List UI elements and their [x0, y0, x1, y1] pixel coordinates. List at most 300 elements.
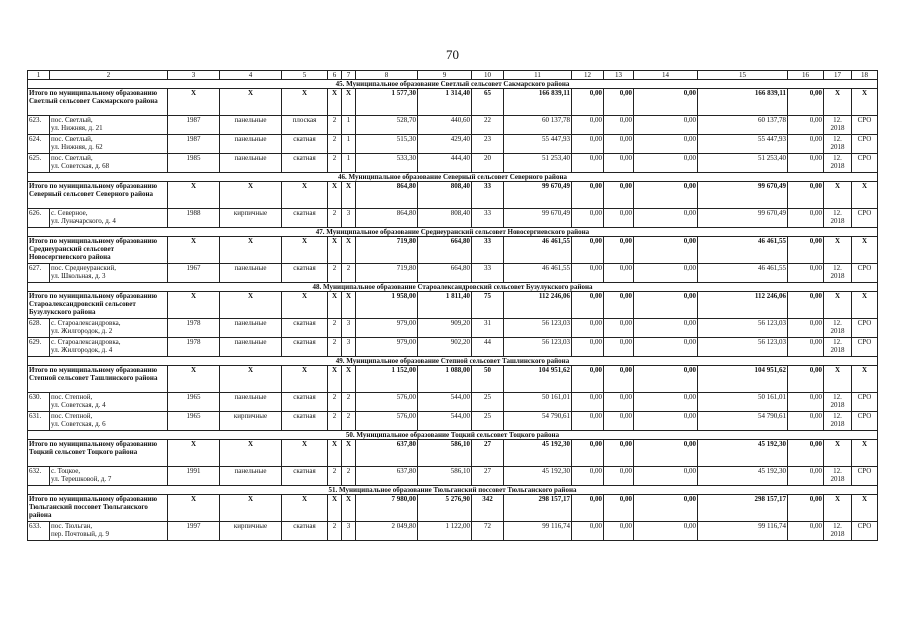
value-cell: 1 122,00: [418, 522, 472, 541]
address-locality: пос. Степной,: [51, 412, 93, 420]
value-cell: 72: [472, 522, 504, 541]
value-cell: 25: [472, 412, 504, 431]
section-total-row: [28, 440, 878, 467]
column-number-cell: 12: [572, 71, 604, 80]
total-cell: 0,00: [788, 440, 824, 467]
total-cell: 1 958,00: [356, 292, 418, 319]
value-cell: 0,00: [604, 135, 634, 154]
value-cell: 54 790,61: [698, 412, 788, 431]
repair-method: СРО: [852, 116, 878, 135]
total-cell: 1 152,00: [356, 366, 418, 393]
entrances-count: 3: [342, 209, 356, 228]
total-cell: 112 246,06: [504, 292, 572, 319]
value-cell: 0,00: [634, 522, 698, 541]
value-cell: 0,00: [788, 522, 824, 541]
wall-material: панельные: [220, 393, 282, 412]
section-title: 45. Муниципальное образование Светлый сельсовет Сакмарского района: [28, 80, 878, 89]
completion-year: 2018: [830, 346, 845, 354]
total-cell: X: [852, 366, 878, 393]
total-cell: X: [824, 495, 852, 522]
house-row: [28, 209, 878, 228]
column-number-cell: 5: [282, 71, 328, 80]
roof-type: скатная: [282, 154, 328, 173]
completion-date: [824, 264, 852, 283]
value-cell: 0,00: [788, 154, 824, 173]
total-cell: 46 461,55: [504, 237, 572, 264]
repair-method: СРО: [852, 135, 878, 154]
row-number: 628.: [28, 319, 50, 338]
address-locality: с. Тоцкое,: [51, 467, 81, 475]
total-cell: X: [342, 366, 356, 393]
total-label: Итого по муниципальному образованию Степной сельсовет Ташлинского района: [28, 366, 168, 393]
completion-month: 12.: [833, 412, 842, 420]
total-cell: 45 192,30: [504, 440, 572, 467]
entrances-count: 3: [342, 338, 356, 357]
total-cell: 864,80: [356, 182, 418, 209]
total-cell: X: [168, 440, 220, 467]
value-cell: 0,00: [604, 116, 634, 135]
roof-type: скатная: [282, 467, 328, 486]
total-cell: 0,00: [604, 495, 634, 522]
value-cell: 0,00: [634, 135, 698, 154]
address-street: ул. Терешковой, д. 7: [51, 475, 112, 483]
total-cell: X: [328, 89, 342, 116]
floors-count: 2: [328, 209, 342, 228]
value-cell: 0,00: [572, 209, 604, 228]
completion-year: 2018: [830, 401, 845, 409]
value-cell: 0,00: [634, 154, 698, 173]
value-cell: 0,00: [788, 319, 824, 338]
section-title-row: [28, 357, 878, 366]
total-cell: 46 461,55: [698, 237, 788, 264]
value-cell: 0,00: [572, 116, 604, 135]
value-cell: 99 670,49: [698, 209, 788, 228]
column-number-cell: 11: [504, 71, 572, 80]
address-street: ул. Нижняя, д. 21: [51, 124, 103, 132]
total-cell: 0,00: [634, 182, 698, 209]
total-cell: 0,00: [572, 495, 604, 522]
column-number-cell: 2: [50, 71, 168, 80]
value-cell: 0,00: [788, 116, 824, 135]
address-street: ул. Жилгородок, д. 4: [51, 346, 113, 354]
total-cell: X: [824, 440, 852, 467]
value-cell: 979,00: [356, 338, 418, 357]
completion-date: [824, 412, 852, 431]
completion-month: 12.: [833, 154, 842, 162]
total-cell: X: [852, 182, 878, 209]
value-cell: 0,00: [604, 338, 634, 357]
total-cell: 0,00: [604, 366, 634, 393]
total-cell: X: [168, 237, 220, 264]
roof-type: плоская: [282, 116, 328, 135]
row-number: 629.: [28, 338, 50, 357]
total-cell: X: [282, 495, 328, 522]
section-title-row: [28, 173, 878, 182]
value-cell: 515,30: [356, 135, 418, 154]
value-cell: 33: [472, 209, 504, 228]
value-cell: 719,80: [356, 264, 418, 283]
value-cell: 586,10: [418, 467, 472, 486]
total-cell: 65: [472, 89, 504, 116]
column-number-cell: 17: [824, 71, 852, 80]
value-cell: 0,00: [634, 264, 698, 283]
total-cell: X: [824, 237, 852, 264]
address-street: ул. Жилгородок, д. 2: [51, 327, 113, 335]
address-locality: пос. Среднеуранский,: [51, 264, 117, 272]
total-cell: 0,00: [634, 495, 698, 522]
completion-date: [824, 154, 852, 173]
total-cell: 1 811,40: [418, 292, 472, 319]
floors-count: 2: [328, 393, 342, 412]
total-cell: 112 246,06: [698, 292, 788, 319]
row-number: 632.: [28, 467, 50, 486]
house-row: [28, 522, 878, 541]
value-cell: 0,00: [634, 467, 698, 486]
total-cell: X: [220, 440, 282, 467]
house-row: [28, 154, 878, 173]
total-cell: X: [168, 89, 220, 116]
total-cell: X: [328, 237, 342, 264]
house-address: [50, 209, 168, 228]
value-cell: 55 447,93: [698, 135, 788, 154]
repair-method: СРО: [852, 264, 878, 283]
total-cell: 0,00: [604, 292, 634, 319]
total-cell: 33: [472, 182, 504, 209]
value-cell: 0,00: [572, 154, 604, 173]
completion-year: 2018: [830, 272, 845, 280]
total-cell: X: [220, 495, 282, 522]
total-cell: 0,00: [634, 366, 698, 393]
value-cell: 0,00: [572, 264, 604, 283]
floors-count: 2: [328, 154, 342, 173]
entrances-count: 1: [342, 154, 356, 173]
house-row: [28, 338, 878, 357]
address-street: ул. Луначарского, д. 4: [51, 217, 116, 225]
completion-year: 2018: [830, 475, 845, 483]
value-cell: 20: [472, 154, 504, 173]
total-cell: X: [852, 292, 878, 319]
total-cell: 0,00: [572, 292, 604, 319]
total-cell: 0,00: [634, 440, 698, 467]
total-cell: X: [220, 366, 282, 393]
house-address: [50, 116, 168, 135]
value-cell: 51 253,40: [504, 154, 572, 173]
total-cell: 0,00: [572, 366, 604, 393]
completion-month: 12.: [833, 338, 842, 346]
completion-year: 2018: [830, 530, 845, 538]
value-cell: 0,00: [572, 338, 604, 357]
value-cell: 56 123,03: [698, 338, 788, 357]
build-year: 1965: [168, 412, 220, 431]
housing-repair-table: [27, 70, 878, 541]
value-cell: 56 123,03: [698, 319, 788, 338]
address-street: ул. Нижняя, д. 62: [51, 143, 103, 151]
address-street: ул. Советская, д. 6: [51, 420, 106, 428]
total-label: Итого по муниципальному образованию Тоцкий сельсовет Тоцкого района: [28, 440, 168, 467]
completion-date: [824, 116, 852, 135]
value-cell: 0,00: [604, 412, 634, 431]
wall-material: панельные: [220, 319, 282, 338]
entrances-count: 2: [342, 264, 356, 283]
value-cell: 50 161,01: [504, 393, 572, 412]
total-cell: 45 192,30: [698, 440, 788, 467]
total-cell: X: [852, 237, 878, 264]
value-cell: 979,00: [356, 319, 418, 338]
address-locality: пос. Светлый,: [51, 135, 93, 143]
completion-date: [824, 522, 852, 541]
value-cell: 576,00: [356, 412, 418, 431]
row-number: 624.: [28, 135, 50, 154]
total-cell: X: [282, 440, 328, 467]
row-number: 625.: [28, 154, 50, 173]
house-row: [28, 319, 878, 338]
entrances-count: 1: [342, 116, 356, 135]
wall-material: панельные: [220, 338, 282, 357]
section-title-row: [28, 80, 878, 89]
house-row: [28, 467, 878, 486]
total-cell: 0,00: [572, 89, 604, 116]
value-cell: 664,80: [418, 264, 472, 283]
total-cell: 298 157,17: [504, 495, 572, 522]
wall-material: кирпичные: [220, 412, 282, 431]
total-label: Итого по муниципальному образованию Северный сельсовет Северного района: [28, 182, 168, 209]
total-cell: X: [328, 292, 342, 319]
roof-type: скатная: [282, 319, 328, 338]
value-cell: 0,00: [634, 116, 698, 135]
house-address: [50, 393, 168, 412]
value-cell: 440,60: [418, 116, 472, 135]
value-cell: 0,00: [572, 393, 604, 412]
address-street: пер. Почтовый, д. 9: [51, 530, 110, 538]
total-cell: X: [824, 292, 852, 319]
total-cell: 0,00: [788, 89, 824, 116]
entrances-count: 3: [342, 319, 356, 338]
total-cell: X: [342, 89, 356, 116]
completion-year: 2018: [830, 420, 845, 428]
floors-count: 2: [328, 467, 342, 486]
build-year: 1978: [168, 319, 220, 338]
total-cell: 0,00: [788, 366, 824, 393]
total-cell: X: [342, 237, 356, 264]
section-total-row: [28, 366, 878, 393]
total-cell: X: [168, 366, 220, 393]
total-cell: 0,00: [788, 182, 824, 209]
column-number-cell: 13: [604, 71, 634, 80]
value-cell: 99 670,49: [504, 209, 572, 228]
column-number-cell: 1: [28, 71, 50, 80]
total-cell: 0,00: [604, 440, 634, 467]
value-cell: 0,00: [604, 209, 634, 228]
value-cell: 0,00: [634, 338, 698, 357]
total-cell: X: [328, 495, 342, 522]
house-row: [28, 264, 878, 283]
house-address: [50, 154, 168, 173]
completion-month: 12.: [833, 522, 842, 530]
section-title-row: [28, 486, 878, 495]
total-cell: 7 980,00: [356, 495, 418, 522]
build-year: 1965: [168, 393, 220, 412]
roof-type: скатная: [282, 522, 328, 541]
value-cell: 31: [472, 319, 504, 338]
roof-type: скатная: [282, 264, 328, 283]
total-cell: 0,00: [788, 237, 824, 264]
value-cell: 0,00: [634, 412, 698, 431]
total-cell: 104 951,62: [698, 366, 788, 393]
value-cell: 99 116,74: [504, 522, 572, 541]
address-locality: пос. Светлый,: [51, 154, 93, 162]
total-cell: X: [342, 292, 356, 319]
total-cell: 5 276,90: [418, 495, 472, 522]
total-cell: 33: [472, 237, 504, 264]
total-cell: X: [220, 182, 282, 209]
column-number-cell: 8: [356, 71, 418, 80]
completion-month: 12.: [833, 319, 842, 327]
row-number: 633.: [28, 522, 50, 541]
repair-method: СРО: [852, 338, 878, 357]
entrances-count: 3: [342, 522, 356, 541]
house-address: [50, 522, 168, 541]
section-title: 50. Муниципальное образование Тоцкий сельсовет Тоцкого района: [28, 431, 878, 440]
value-cell: 45 192,30: [504, 467, 572, 486]
value-cell: 99 116,74: [698, 522, 788, 541]
address-locality: пос. Светлый,: [51, 116, 93, 124]
value-cell: 0,00: [788, 467, 824, 486]
total-cell: X: [342, 495, 356, 522]
completion-month: 12.: [833, 135, 842, 143]
value-cell: 0,00: [604, 467, 634, 486]
total-cell: X: [282, 366, 328, 393]
column-number-cell: 4: [220, 71, 282, 80]
section-title: 46. Муниципальное образование Северный сельсовет Северного района: [28, 173, 878, 182]
total-label: Итого по муниципальному образованию Среднеуранский сельсовет Новосергиевского района: [28, 237, 168, 264]
section-total-row: [28, 237, 878, 264]
total-cell: X: [220, 237, 282, 264]
address-locality: пос. Тюльган,: [51, 522, 93, 530]
row-number: 630.: [28, 393, 50, 412]
total-cell: X: [328, 366, 342, 393]
build-year: 1967: [168, 264, 220, 283]
roof-type: скатная: [282, 338, 328, 357]
total-cell: 27: [472, 440, 504, 467]
value-cell: 60 137,78: [698, 116, 788, 135]
total-label: Итого по муниципальному образованию Светлый сельсовет Сакмарского района: [28, 89, 168, 116]
column-number-cell: 18: [852, 71, 878, 80]
total-cell: X: [282, 182, 328, 209]
total-cell: X: [824, 89, 852, 116]
value-cell: 45 192,30: [698, 467, 788, 486]
address-locality: с. Староалександровка,: [51, 338, 121, 346]
value-cell: 0,00: [572, 135, 604, 154]
total-cell: 99 670,49: [504, 182, 572, 209]
build-year: 1991: [168, 467, 220, 486]
value-cell: 0,00: [604, 319, 634, 338]
total-cell: 719,80: [356, 237, 418, 264]
completion-year: 2018: [830, 327, 845, 335]
value-cell: 528,70: [356, 116, 418, 135]
total-cell: 99 670,49: [698, 182, 788, 209]
floors-count: 2: [328, 522, 342, 541]
total-cell: 0,00: [572, 237, 604, 264]
value-cell: 27: [472, 467, 504, 486]
wall-material: панельные: [220, 264, 282, 283]
total-cell: 0,00: [634, 89, 698, 116]
total-cell: X: [168, 495, 220, 522]
total-cell: 0,00: [604, 237, 634, 264]
address-locality: с. Староалександровка,: [51, 319, 121, 327]
repair-method: СРО: [852, 154, 878, 173]
total-cell: X: [282, 89, 328, 116]
total-cell: X: [342, 182, 356, 209]
total-cell: 166 839,11: [698, 89, 788, 116]
completion-month: 12.: [833, 467, 842, 475]
value-cell: 544,00: [418, 393, 472, 412]
value-cell: 0,00: [788, 135, 824, 154]
value-cell: 54 790,61: [504, 412, 572, 431]
value-cell: 50 161,01: [698, 393, 788, 412]
total-cell: 1 577,30: [356, 89, 418, 116]
roof-type: скатная: [282, 393, 328, 412]
house-address: [50, 412, 168, 431]
value-cell: 0,00: [788, 209, 824, 228]
value-cell: 0,00: [572, 522, 604, 541]
repair-method: СРО: [852, 522, 878, 541]
value-cell: 0,00: [604, 393, 634, 412]
total-cell: X: [342, 440, 356, 467]
total-cell: X: [282, 292, 328, 319]
value-cell: 808,40: [418, 209, 472, 228]
total-cell: X: [220, 292, 282, 319]
value-cell: 56 123,03: [504, 319, 572, 338]
entrances-count: 2: [342, 467, 356, 486]
total-cell: 50: [472, 366, 504, 393]
total-cell: 1 314,40: [418, 89, 472, 116]
value-cell: 46 461,55: [698, 264, 788, 283]
value-cell: 44: [472, 338, 504, 357]
total-cell: X: [282, 237, 328, 264]
value-cell: 864,80: [356, 209, 418, 228]
total-cell: 298 157,17: [698, 495, 788, 522]
total-cell: 75: [472, 292, 504, 319]
value-cell: 0,00: [572, 319, 604, 338]
column-number-cell: 7: [342, 71, 356, 80]
value-cell: 637,80: [356, 467, 418, 486]
row-number: 623.: [28, 116, 50, 135]
row-number: 626.: [28, 209, 50, 228]
total-cell: X: [852, 440, 878, 467]
build-year: 1987: [168, 116, 220, 135]
row-number: 631.: [28, 412, 50, 431]
row-number: 627.: [28, 264, 50, 283]
wall-material: кирпичные: [220, 522, 282, 541]
total-cell: 0,00: [788, 495, 824, 522]
value-cell: 0,00: [572, 467, 604, 486]
total-cell: X: [328, 182, 342, 209]
value-cell: 46 461,55: [504, 264, 572, 283]
completion-date: [824, 319, 852, 338]
floors-count: 2: [328, 319, 342, 338]
completion-month: 12.: [833, 116, 842, 124]
total-cell: X: [824, 366, 852, 393]
total-cell: 0,00: [572, 440, 604, 467]
total-cell: 342: [472, 495, 504, 522]
column-number-cell: 9: [418, 71, 472, 80]
completion-year: 2018: [830, 162, 845, 170]
roof-type: скатная: [282, 209, 328, 228]
total-cell: X: [852, 89, 878, 116]
build-year: 1978: [168, 338, 220, 357]
repair-method: СРО: [852, 209, 878, 228]
section-title: 49. Муниципальное образование Степной сельсовет Ташлинского района: [28, 357, 878, 366]
